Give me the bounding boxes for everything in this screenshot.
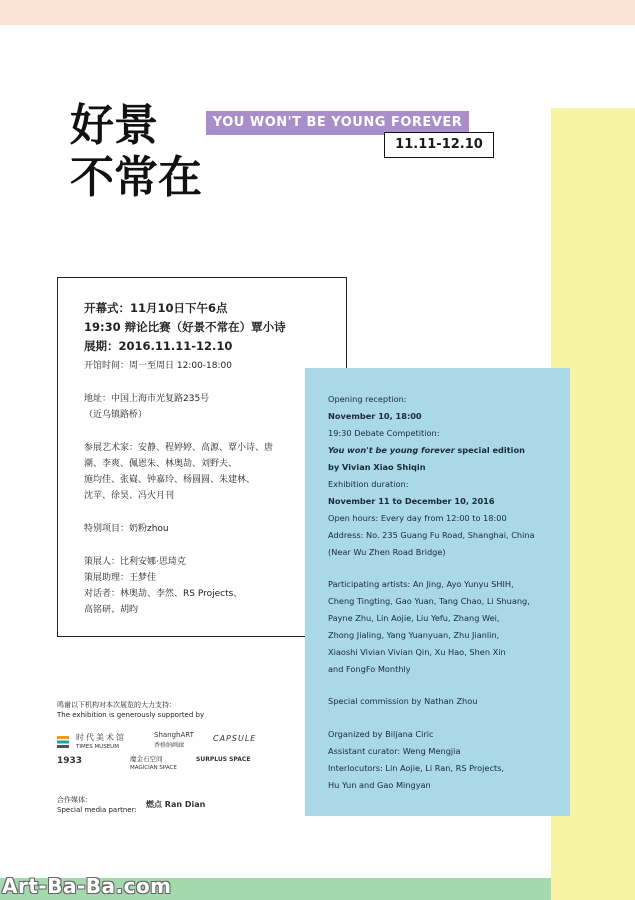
cn-debate: 19:30 辩论比赛（好景不常在）覃小诗: [84, 320, 286, 334]
poster-title-cn: [70, 100, 202, 204]
surplus-space-logo: SURPLUS SPACE: [196, 756, 251, 763]
en-address: Address: No. 235 Guang Fu Road, Shanghai, China: [328, 530, 535, 540]
watermark: Art-Ba-Ba.com: [2, 874, 172, 898]
en-opening-date: November 10, 18:00: [328, 411, 422, 421]
poster-title-en-banner: YOU WON'T BE YOUNG FOREVER: [206, 111, 469, 135]
cn-artists-2: 潮、李爽、佩恩朱、林奥劼、刘野夫、: [84, 459, 238, 469]
en-hours: Open hours: Every day from 12:00 to 18:00: [328, 513, 507, 523]
title-cn-line1: 好景: [70, 100, 158, 151]
en-assistant: Assistant curator: Weng Mengjia: [328, 746, 461, 756]
media-partner-cn: 合作媒体：: [57, 796, 92, 804]
en-artists-5: Xiaoshi Vivian Vivian Qin, Xu Hao, Shen Xin: [328, 647, 506, 657]
capsule-logo: CAPSULE: [213, 734, 257, 743]
cn-interlocutors-1: 对话者：林奥劼、李然、RS Projects、: [84, 589, 243, 599]
en-debate-title-line: [328, 442, 525, 459]
en-interlocutors-2: Hu Yun and Gao Mingyan: [328, 780, 431, 790]
date-range-box: 11.11-12.10: [384, 132, 494, 158]
en-debate-by: by Vivian Xiao Shiqin: [328, 462, 426, 472]
cn-artists-4: 沈苹、徐昊、冯火月刊: [84, 491, 175, 501]
en-artists-3: Payne Zhu, Lin Aojie, Liu Yefu, Zhang Wei,: [328, 613, 500, 623]
sponsor-thanks-cn: 鸣谢以下机构对本次展览的大力支持：: [57, 701, 176, 709]
en-debate-edition: special edition: [457, 445, 525, 455]
en-duration: November 11 to December 10, 2016: [328, 496, 495, 506]
cn-interlocutors-2: 高铭研、胡昀: [84, 605, 139, 615]
cn-artists-3: 施均佳、张嶷、钟嘉玲、杨圆圆、朱建林、: [84, 475, 256, 485]
cn-special: 特别项目：奶粉zhou: [84, 524, 169, 534]
times-museum-name-cn: 时代美术馆: [76, 733, 126, 742]
cn-curator: 策展人：比利安娜·思琦克: [84, 557, 186, 567]
en-artists-6: and FongFo Monthly: [328, 664, 411, 674]
en-organizer: Organized by Biljana Ciric: [328, 729, 434, 739]
magician-space-logo-cn: 魔金石空间: [130, 755, 163, 763]
en-artists-1: Participating artists: An Jing, Ayo Yunyu SHIH,: [328, 579, 514, 589]
cn-duration: 展期：2016.11.11-12.10: [84, 339, 233, 353]
english-info-box: [305, 368, 570, 816]
en-interlocutors-1: Interlocutors: Lin Aojie, Li Ran, RS Projects,: [328, 763, 505, 773]
en-artists-4: Zhong Jialing, Yang Yuanyuan, Zhu Jianlin,: [328, 630, 500, 640]
en-debate: 19:30 Debate Competition:: [328, 428, 440, 438]
en-opening-label: Opening reception:: [328, 394, 407, 404]
shanghart-logo: ShanghART: [154, 731, 194, 739]
en-special: Special commission by Nathan Zhou: [328, 696, 478, 706]
cn-address: 地址：中国上海市光复路235号: [84, 394, 210, 404]
top-color-band: [0, 0, 635, 25]
magician-space-logo-en: MAGICIAN SPACE: [130, 765, 177, 771]
shanghart-logo-cn: 香格纳画廊: [154, 742, 185, 749]
en-address-note: (Near Wu Zhen Road Bridge): [328, 547, 446, 557]
times-museum-name-en: TIMES MUSEUM: [76, 744, 119, 750]
times-museum-logo-icon: [57, 733, 69, 745]
logo-1933: 1933: [57, 756, 83, 766]
title-cn-line2: 不常在: [70, 152, 202, 203]
en-duration-label: Exhibition duration:: [328, 479, 409, 489]
chinese-info-box: [57, 277, 347, 637]
cn-opening: 开幕式：11月10日下午6点: [84, 301, 228, 315]
cn-hours: 开馆时间：周一至周日 12:00-18:00: [84, 361, 232, 371]
en-debate-title: You won't be young forever: [328, 445, 455, 455]
en-artists-2: Cheng Tingting, Gao Yuan, Tang Chao, Li Shuang,: [328, 596, 530, 606]
media-partner-en: Special media partner:: [57, 806, 137, 814]
cn-artists-1: 参展艺术家：安静、程婷婷、高源、覃小诗、唐: [84, 443, 274, 453]
cn-assistant: 策展助理：王梦佳: [84, 573, 157, 583]
sponsor-thanks-en: The exhibition is generously supported by: [57, 711, 205, 719]
cn-address-note: （近乌镇路桥）: [84, 410, 148, 420]
randian-logo: 燃点 Ran Dian: [146, 800, 206, 809]
